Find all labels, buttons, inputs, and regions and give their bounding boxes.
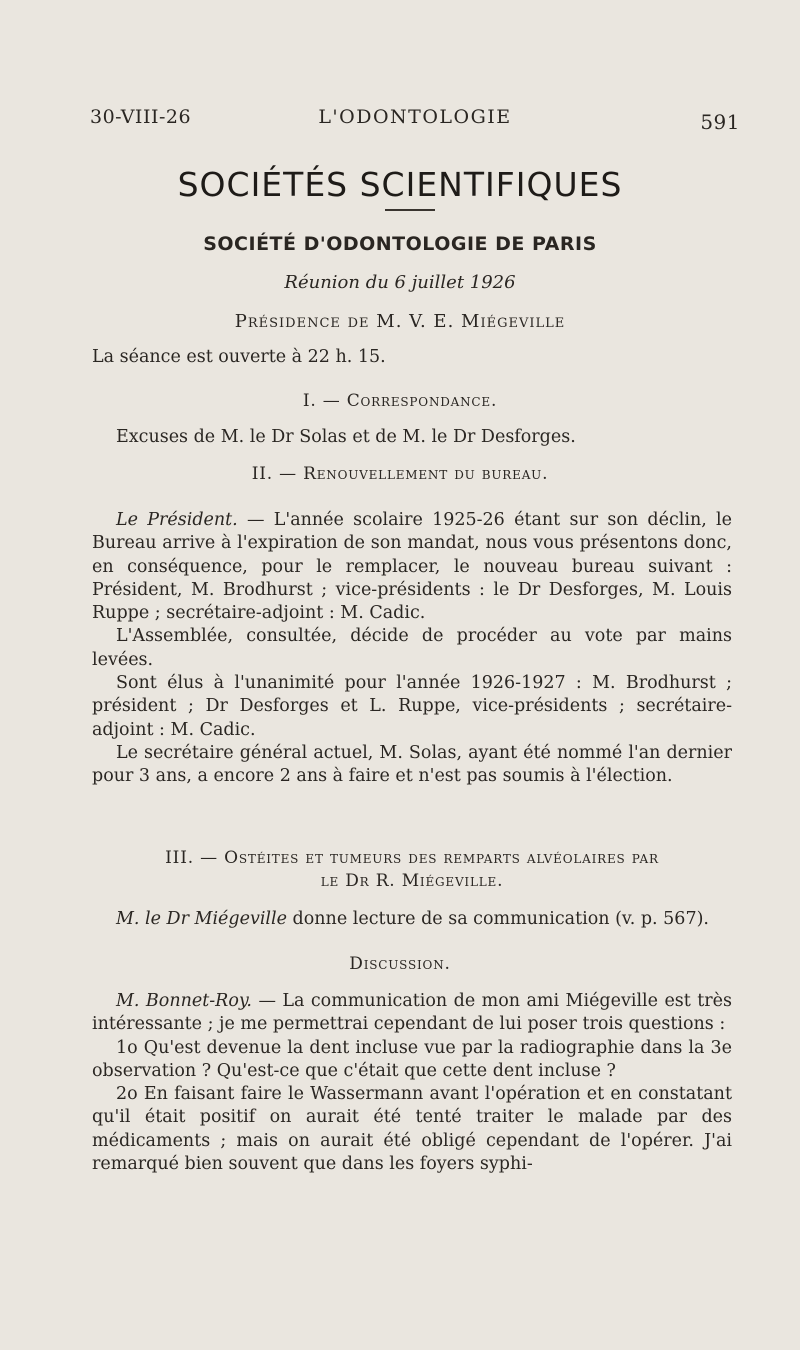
speaker-miegeville: M. le Dr Miégeville	[116, 909, 287, 929]
section1-heading: I. — Correspondance.	[302, 391, 498, 411]
section2-para1	[92, 509, 732, 625]
page-number: 591	[700, 110, 740, 134]
section3-text-rest: donne lecture de sa communication (v. p. 567).	[286, 909, 709, 929]
section1-text: Excuses de M. le Dr Solas et de M. le Dr Desforges.	[116, 427, 576, 447]
section3-heading	[92, 847, 732, 894]
running-header	[90, 106, 740, 136]
discussion-heading: Discussion.	[349, 954, 451, 974]
discussion-para1	[92, 990, 732, 1037]
speaker-bonnet-roy: M. Bonnet-Roy.	[116, 991, 252, 1011]
section3-heading-line1: III. — Ostéites et tumeurs des remparts alvéolaires par	[165, 848, 659, 868]
section3-body	[92, 908, 732, 931]
section2-heading: II. — Renouvellement du bureau.	[251, 464, 549, 484]
section2-para3: Sont élus à l'unanimité pour l'année 1926-1927 : M. Brodhurst ; président ; Dr Desforges et L. Ruppe, vice-présidents ; secrétaire-adjoint : M. Cadic.	[92, 673, 732, 740]
society-title: SOCIÉTÉ D'ODONTOLOGIE DE PARIS	[203, 233, 597, 255]
presidence-line: Présidence de M. V. E. Miégeville	[234, 311, 566, 332]
speaker-president: Le Président.	[116, 510, 238, 530]
section3-heading-line2: le Dr R. Miégeville.	[320, 871, 504, 892]
discussion-body	[92, 990, 732, 1176]
discussion-para3: 2o En faisant faire le Wassermann avant l'opération et en constatant qu'il était positif on aurait été tenté traiter le malade par des médicaments ; mais on aurait été obligé cependant de l'opérer. J'ai remarqué bien souvent que dans les foyers syphi-	[92, 1084, 732, 1175]
opening-text: La séance est ouverte à 22 h. 15.	[92, 347, 386, 367]
section2-para2: L'Assemblée, consultée, décide de procéder au vote par mains levées.	[92, 626, 732, 670]
section2-para4: Le secrétaire général actuel, M. Solas, ayant été nommé l'an dernier pour 3 ans, a encore 2 ans à faire et n'est pas soumis à l'élection.	[92, 742, 732, 787]
main-title: SOCIÉTÉS SCIENTIFIQUES	[177, 165, 623, 204]
discussion-para2: 1o Qu'est devenue la dent incluse vue par la radiographie dans la 3e observation ? Qu'est-ce que c'était que cette dent incluse ?	[92, 1037, 732, 1081]
discussion-para1-text: — La communication de mon ami Miégeville est très intéressante ; je me permettrai cependant de lui poser trois questions :	[92, 991, 732, 1035]
section3-text	[92, 908, 732, 931]
journal-name: L'ODONTOLOGIE	[318, 106, 512, 128]
header-date: 30-VIII-26	[90, 106, 192, 128]
section2-para1-text: — L'année scolaire 1925-26 étant sur son déclin, le Bureau arrive à l'expiration de son mandat, nous vous présentons donc, en conséquence, pour le remplacer, le nouveau bureau suivant : Président, M. Brodhurst ; vice-présidents : le Dr Desforges, M. Louis Ruppe ; secrétaire-adjoint : M. Cadic.	[92, 510, 732, 624]
title-rule	[385, 209, 435, 211]
opening-line	[92, 346, 732, 369]
section2-body	[92, 509, 732, 789]
meeting-date: Réunion du 6 juillet 1926	[284, 272, 516, 293]
section1-body	[92, 426, 732, 449]
